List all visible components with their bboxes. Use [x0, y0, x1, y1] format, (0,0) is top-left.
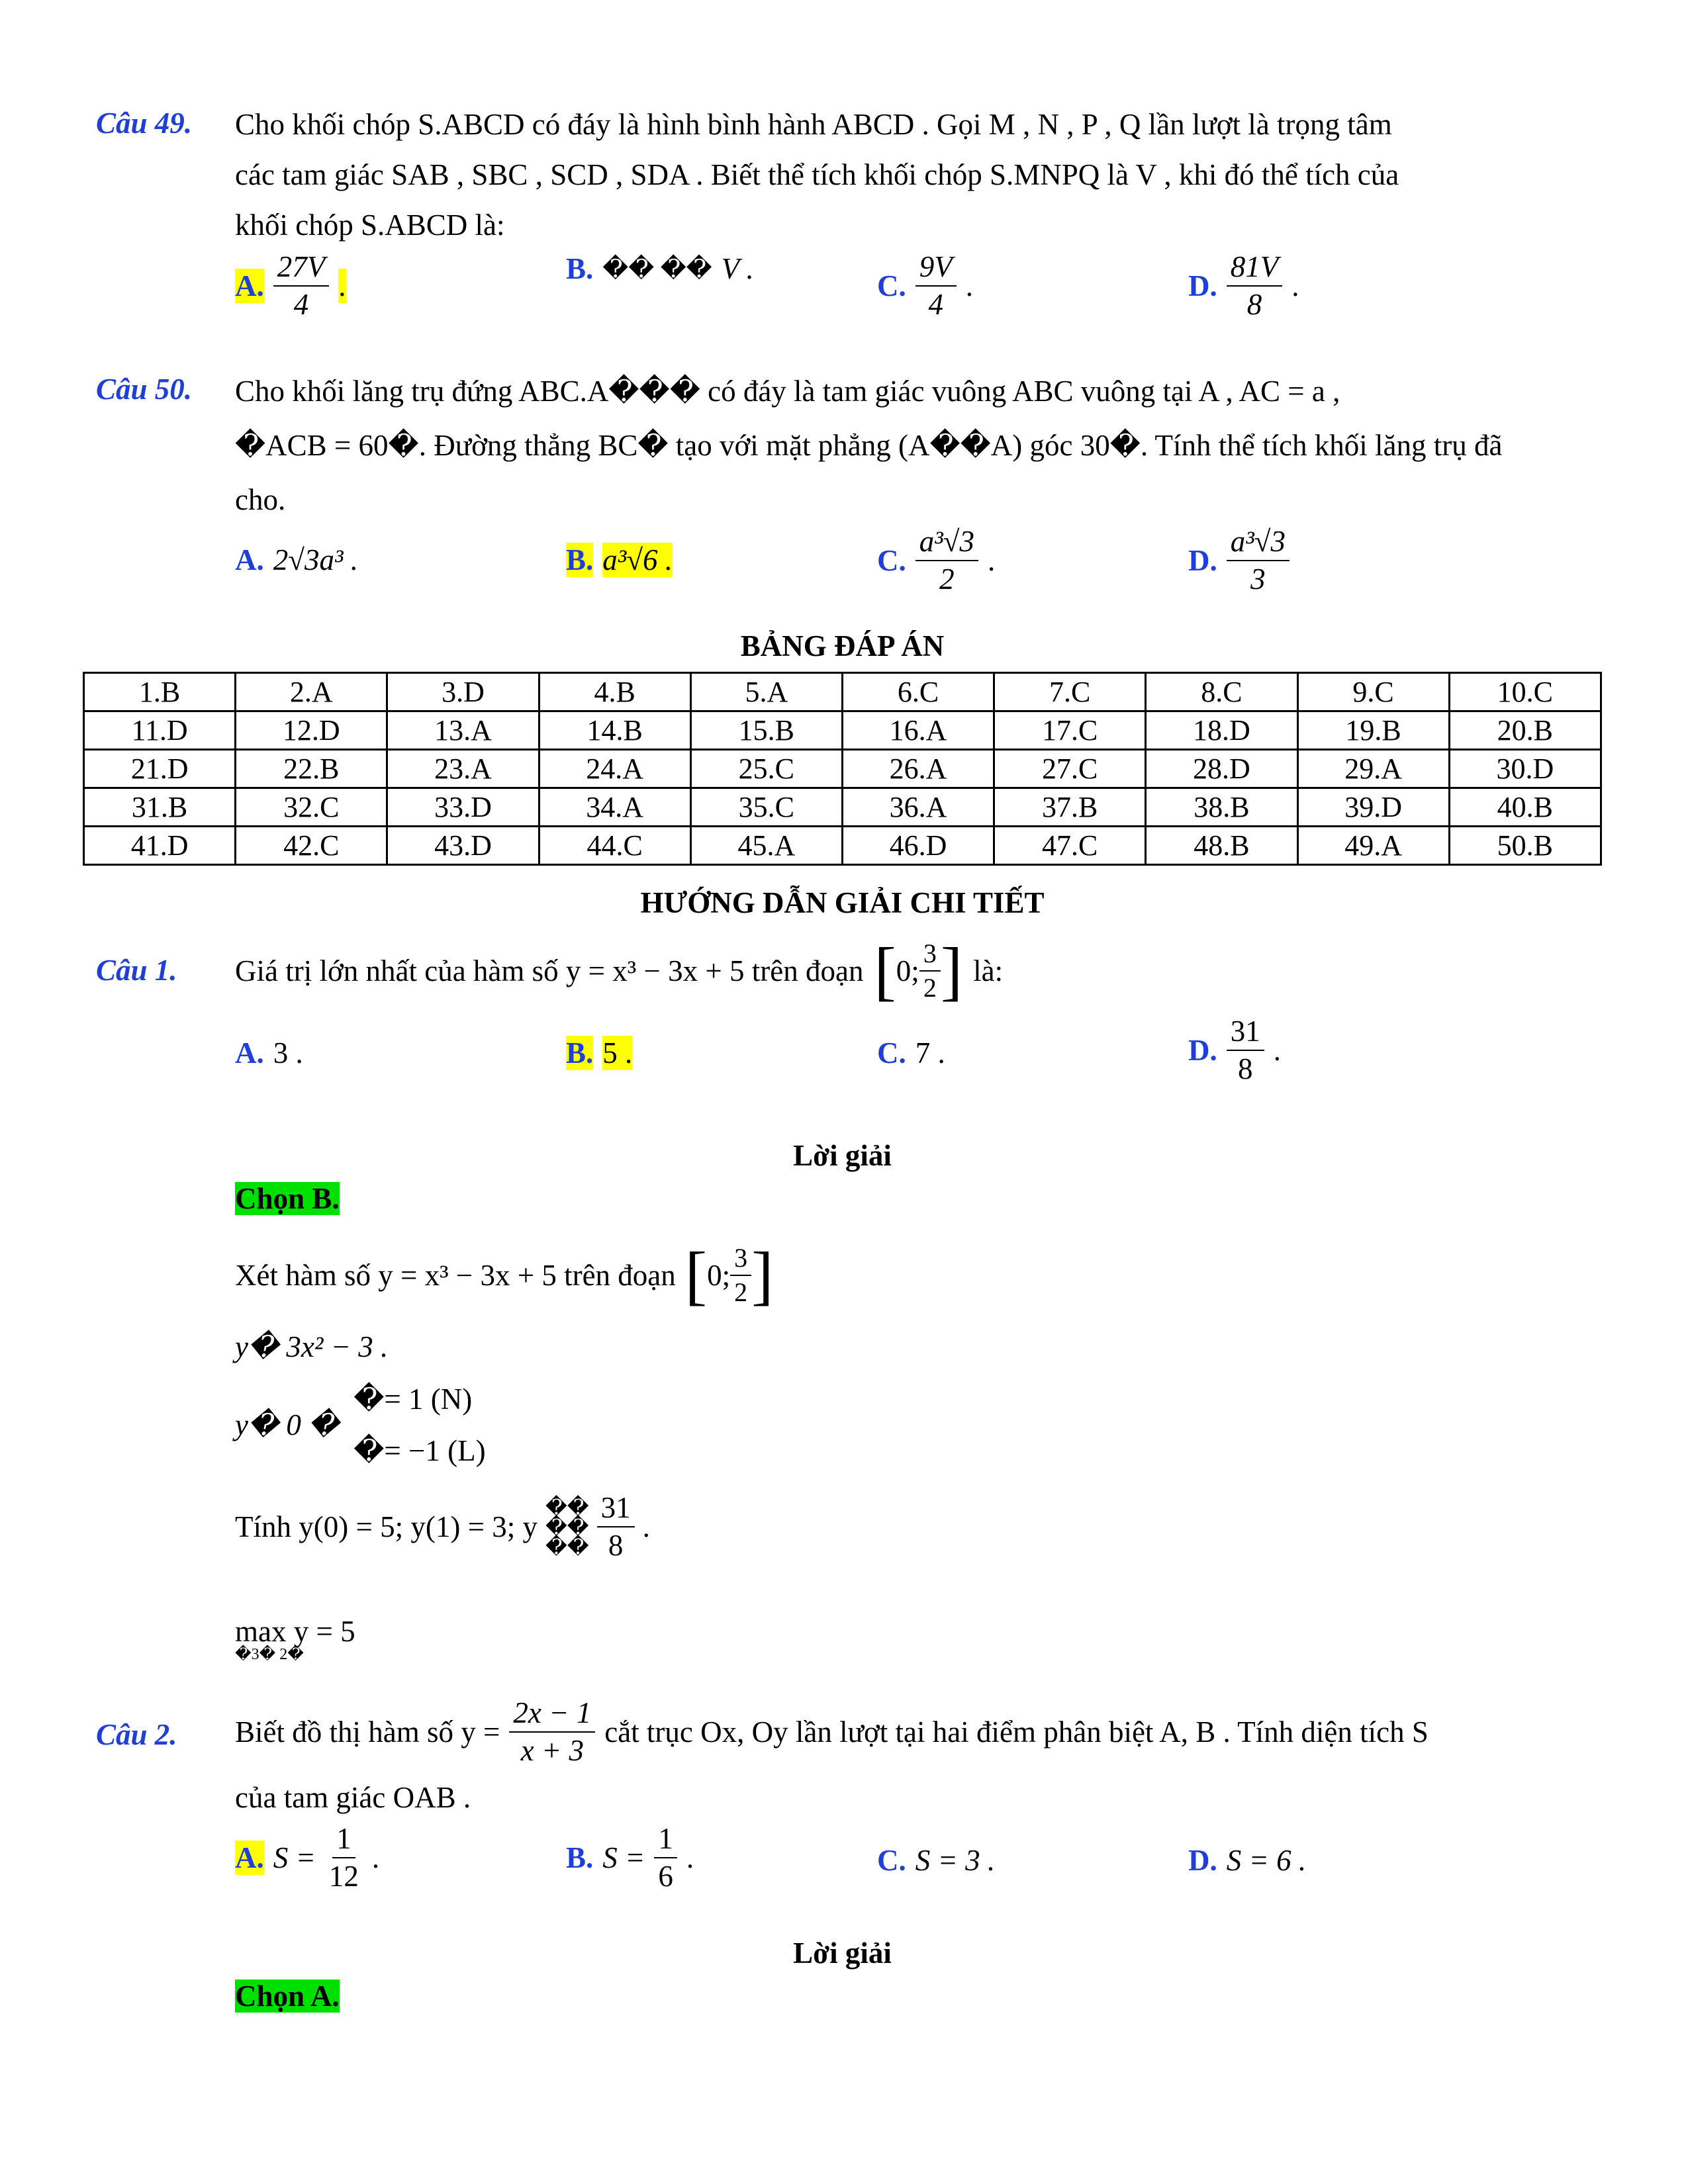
- answer-cell: 36.A: [842, 788, 994, 827]
- answer-cell: 44.C: [539, 827, 690, 865]
- option-b: B. 5 .: [566, 1036, 633, 1069]
- answer-cell: 24.A: [539, 750, 690, 788]
- answer-table: [83, 672, 1602, 866]
- table-row: [84, 788, 1601, 827]
- answer-cell: 28.D: [1146, 750, 1297, 788]
- answer-cell: 19.B: [1297, 711, 1449, 750]
- answer-cell: 26.A: [842, 750, 994, 788]
- answer-cell: 49.A: [1297, 827, 1449, 865]
- solution-title: Lời giải: [793, 1139, 892, 1172]
- answer-cell: 8.C: [1146, 673, 1297, 711]
- fraction: $\frac{9V}{4}$: [915, 251, 957, 321]
- garbled-fraction: �� ��: [602, 255, 712, 283]
- answer-cell: 31.B: [84, 788, 236, 827]
- option-c: C. $\frac{9V}{4}$ .: [877, 250, 973, 322]
- option-letter: D.: [1188, 544, 1217, 578]
- option-a: A. 2√3a³ .: [235, 543, 358, 576]
- answer-cell: 13.A: [387, 711, 539, 750]
- question-label: Câu 2.: [96, 1718, 177, 1751]
- fraction: $\frac{27V}{4}$: [273, 251, 330, 321]
- option-letter: C.: [877, 1844, 906, 1877]
- answer-cell: 17.C: [994, 711, 1146, 750]
- answer-cell: 47.C: [994, 827, 1146, 865]
- interval: [ 0; $\frac{3}{2}$ ]: [874, 934, 963, 1007]
- answer-cell: 39.D: [1297, 788, 1449, 827]
- table-row: [84, 673, 1601, 711]
- answer-cell: 10.C: [1449, 673, 1601, 711]
- fraction: $\frac{\text{a³√3}}{2}$: [915, 526, 978, 596]
- answer-cell: 25.C: [690, 750, 842, 788]
- option-c: C. $\frac{\text{a³√3}}{2}$ .: [877, 525, 996, 596]
- option-b: B. a³√6 .: [566, 543, 673, 576]
- answer-cell: 1.B: [84, 673, 236, 711]
- option-letter: B.: [566, 543, 594, 576]
- option-d: D. S = 6 .: [1188, 1844, 1307, 1877]
- option-letter: B.: [566, 1841, 594, 1875]
- question-text-line: khối chóp S.ABCD là:: [235, 208, 505, 242]
- question-text-line: �ACB = 60�. Đường thẳng BC� tạo với mặt phẳng (A��A) góc 30�. Tính thể tích khối lăng trụ đã: [235, 429, 1503, 462]
- answer-cell: 11.D: [84, 711, 236, 750]
- question-text-line: các tam giác SAB , SBC , SCD , SDA . Biết thể tích khối chóp S.MNPQ là V , khi đó thể tích của: [235, 158, 1399, 191]
- option-letter: C.: [877, 1036, 906, 1069]
- fraction: $\frac{2x - 1}{x + 3}$: [509, 1698, 595, 1767]
- option-d: [1188, 526, 1289, 596]
- answer-cell: 29.A: [1297, 750, 1449, 788]
- solution-line: y� 0 � �= 1 (N) �= −1 (L): [235, 1383, 486, 1467]
- solution-line: y� 3x² − 3 .: [235, 1330, 389, 1363]
- answer-cell: 34.A: [539, 788, 690, 827]
- answer-cell: 30.D: [1449, 750, 1601, 788]
- answer-cell: 27.C: [994, 750, 1146, 788]
- question-text: cắt trục Ox, Oy lần lượt tại hai điểm phân biệt A, B . Tính diện tích S: [604, 1715, 1429, 1749]
- answer-cell: 6.C: [842, 673, 994, 711]
- answer-cell: 50.B: [1449, 827, 1601, 865]
- answer-cell: 7.C: [994, 673, 1146, 711]
- answer-cell: 41.D: [84, 827, 236, 865]
- option-d: D. $\frac{81V}{8}$ .: [1188, 250, 1299, 322]
- fraction: $\frac{1}{6}$: [654, 1823, 677, 1893]
- option-letter: C.: [877, 544, 906, 578]
- answer-cell: 46.D: [842, 827, 994, 865]
- answer-cell: 37.B: [994, 788, 1146, 827]
- option-letter: B.: [566, 252, 594, 285]
- solution-line: Tính y(0) = 5; y(1) = 3; y �� �� �� $\frac{31}{8}$ .: [235, 1491, 650, 1563]
- fraction: $\frac{1}{12}$: [328, 1822, 359, 1893]
- chosen-answer: Chọn A.: [235, 1979, 340, 2013]
- fraction: $\frac{3}{2}$: [919, 940, 941, 1002]
- option-letter: A.: [235, 269, 264, 303]
- answer-cell: 14.B: [539, 711, 690, 750]
- table-row: [84, 750, 1601, 788]
- question-label: Câu 1.: [96, 954, 177, 987]
- answer-cell: 23.A: [387, 750, 539, 788]
- option-d: D. $\frac{31}{8}$ .: [1188, 1015, 1281, 1086]
- option-letter: A.: [235, 543, 264, 576]
- chosen-answer: Chọn B.: [235, 1182, 340, 1215]
- option-b: B. S = $\frac{1}{6}$ .: [566, 1822, 694, 1893]
- question-text: Giá trị lớn nhất của hàm số y = x³ − 3x + 5 trên đoạn: [235, 954, 864, 987]
- answer-cell: 22.B: [236, 750, 387, 788]
- answer-cell: 33.D: [387, 788, 539, 827]
- answer-cell: 9.C: [1297, 673, 1449, 711]
- answer-cell: 3.D: [387, 673, 539, 711]
- option-a: A. 3 .: [235, 1036, 303, 1069]
- option-letter: D.: [1188, 1844, 1217, 1877]
- answer-cell: 32.C: [236, 788, 387, 827]
- question-text-line: cho.: [235, 483, 286, 516]
- answer-cell: 48.B: [1146, 827, 1297, 865]
- option-letter: A.: [235, 1036, 264, 1069]
- option-letter: B.: [566, 1036, 594, 1069]
- answer-cell: 18.D: [1146, 711, 1297, 750]
- answer-cell: 45.A: [690, 827, 842, 865]
- option-a: A. $\frac{27V}{4}$ .: [235, 250, 346, 322]
- guide-title: HƯỚNG DẪN GIẢI CHI TIẾT: [640, 886, 1045, 919]
- solution-line: max y = 5 �3� 2�: [235, 1615, 355, 1663]
- fraction: $\frac{31}{8}$: [1227, 1016, 1264, 1085]
- answer-cell: 2.A: [236, 673, 387, 711]
- answer-cell: 42.C: [236, 827, 387, 865]
- option-letter: D.: [1188, 269, 1217, 303]
- answer-cell: 38.B: [1146, 788, 1297, 827]
- solution-title: Lời giải: [793, 1936, 892, 1970]
- answer-cell: 35.C: [690, 788, 842, 827]
- fraction: $\frac{81V}{8}$: [1227, 251, 1283, 321]
- option-c: C. 7 .: [877, 1036, 945, 1069]
- table-row: [84, 711, 1601, 750]
- option-letter: A.: [235, 1841, 264, 1875]
- solution-line: Xét hàm số y = x³ − 3x + 5 trên đoạn [ 0; $\frac{3}{2}$ ]: [235, 1238, 774, 1312]
- question-text-line: Cho khối lăng trụ đứng ABC.A��� có đáy là tam giác vuông ABC vuông tại A , AC = a ,: [235, 375, 1340, 408]
- question-text-line: của tam giác OAB .: [235, 1781, 471, 1814]
- option-b: B. �� �� V .: [566, 252, 754, 285]
- answer-cell: 20.B: [1449, 711, 1601, 750]
- answer-table-title: BẢNG ĐÁP ÁN: [740, 629, 945, 662]
- answer-cell: 43.D: [387, 827, 539, 865]
- answer-cell: 15.B: [690, 711, 842, 750]
- question-text-line: Cho khối chóp S.ABCD có đáy là hình bình hành ABCD . Gọi M , N , P , Q lần lượt là trọng tâm: [235, 108, 1392, 141]
- table-row: [84, 827, 1601, 865]
- question-label: Câu 50.: [96, 373, 193, 406]
- option-a: A. S = $\frac{1}{12}$ .: [235, 1822, 380, 1893]
- answer-cell: 4.B: [539, 673, 690, 711]
- answer-cell: 21.D: [84, 750, 236, 788]
- answer-cell: 12.D: [236, 711, 387, 750]
- answer-cell: 40.B: [1449, 788, 1601, 827]
- option-letter: D.: [1188, 1034, 1217, 1068]
- fraction: $\frac{\text{a³√3}}{3}$: [1227, 526, 1289, 596]
- option-c: C. S = 3 .: [877, 1844, 996, 1877]
- option-letter: C.: [877, 269, 906, 303]
- question-label: Câu 49.: [96, 107, 193, 140]
- answer-cell: 5.A: [690, 673, 842, 711]
- question-text: Biết đồ thị hàm số y =: [235, 1715, 500, 1749]
- answer-cell: 16.A: [842, 711, 994, 750]
